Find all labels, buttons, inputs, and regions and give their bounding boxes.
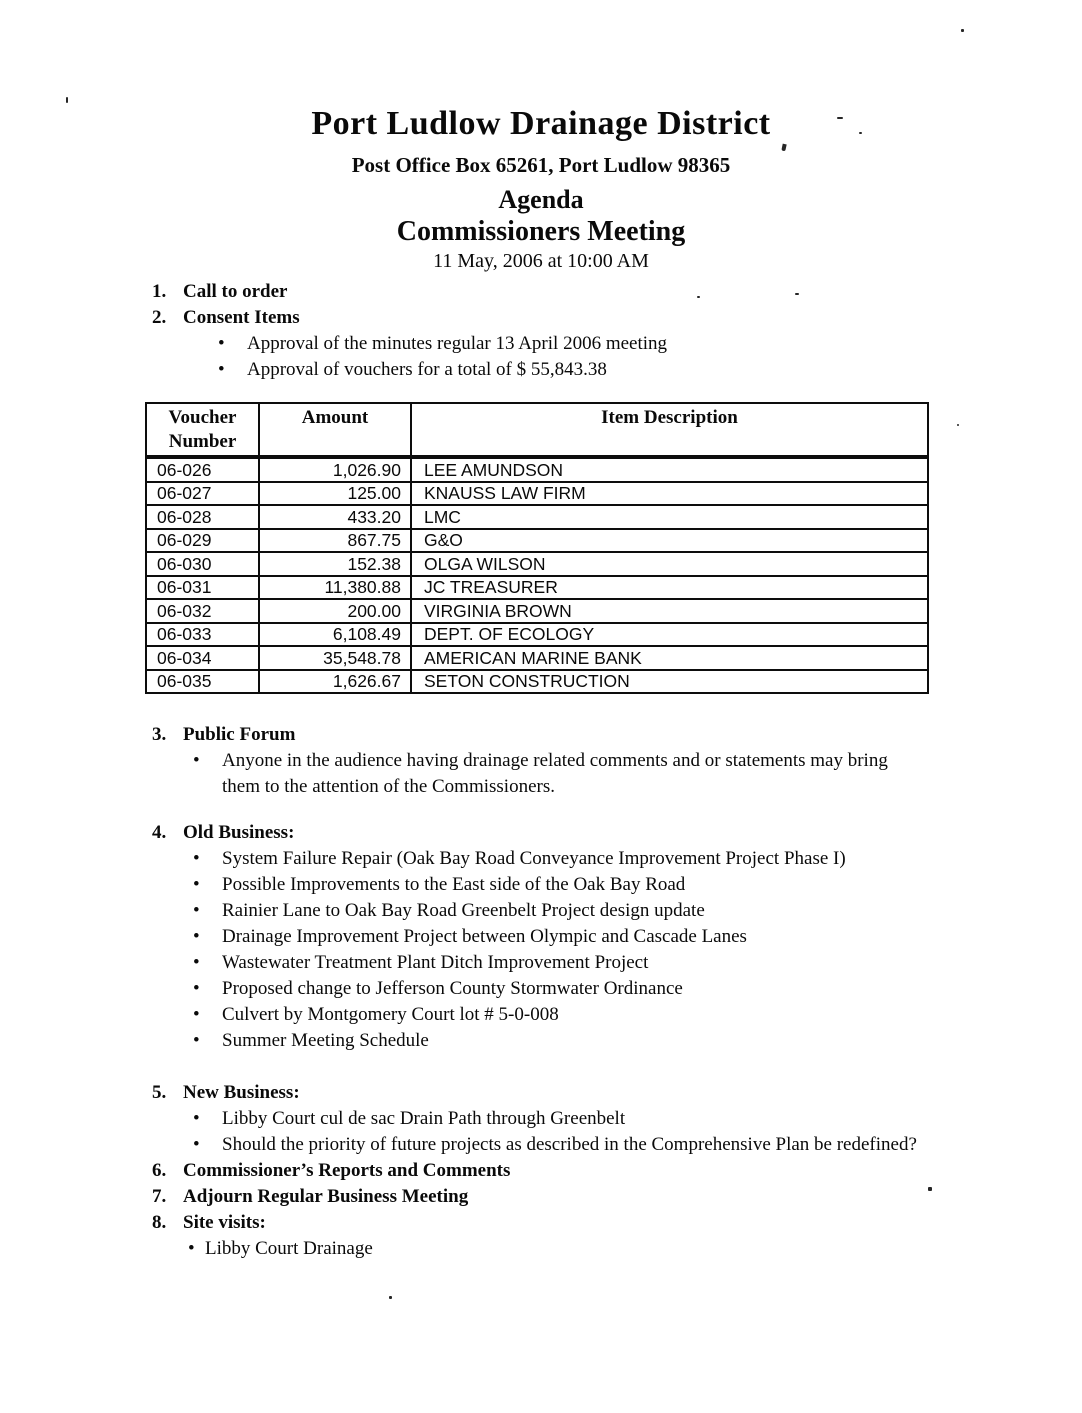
table-row <box>146 576 928 600</box>
scan-speck <box>837 117 843 119</box>
scan-speck <box>795 293 799 295</box>
voucher-number-cell: 06-033 <box>146 623 259 647</box>
amount-cell: 11,380.88 <box>259 576 411 600</box>
table-row <box>146 670 928 694</box>
list-item <box>193 898 972 924</box>
bullet-text: Possible Improvements to the East side of the Oak Bay Road <box>222 874 686 895</box>
bullet-icon: • <box>193 750 200 771</box>
amount-cell: 152.38 <box>259 552 411 576</box>
list-item <box>193 846 972 872</box>
bullet-icon: • <box>193 952 200 973</box>
list-item <box>193 1132 972 1158</box>
table-row <box>146 646 928 670</box>
amount-cell: 35,548.78 <box>259 646 411 670</box>
item-description-cell: OLGA WILSON <box>411 552 928 576</box>
table-row <box>146 623 928 647</box>
item-label: Public Forum <box>183 724 296 745</box>
item-number: 8. <box>152 1212 167 1233</box>
list-item <box>193 924 972 950</box>
item-label: New Business: <box>183 1082 300 1103</box>
col-header-voucher-number: Voucher Number <box>146 403 259 457</box>
table-row <box>146 482 928 506</box>
item-description-cell: KNAUSS LAW FIRM <box>411 482 928 506</box>
bullet-icon: • <box>193 926 200 947</box>
item-label: Call to order <box>183 281 288 302</box>
bullet-icon: • <box>188 1238 195 1259</box>
meeting-datetime: 11 May, 2006 at 10:00 AM <box>433 250 649 272</box>
item-label: Site visits: <box>183 1212 266 1233</box>
voucher-table-body <box>146 457 928 693</box>
scan-speck <box>961 29 964 32</box>
table-row <box>146 457 928 482</box>
scan-speck <box>957 424 959 426</box>
item-label: Commissioner’s Reports and Comments <box>183 1160 511 1181</box>
bullet-icon: • <box>193 900 200 921</box>
bullet-icon: • <box>193 1134 200 1155</box>
bullet-text: Drainage Improvement Project between Olympic and Cascade Lanes <box>222 926 747 947</box>
bullet-icon: • <box>193 1030 200 1051</box>
agenda-body <box>152 279 972 383</box>
bullet-text: Should the priority of future projects as described in the Comprehensive Plan be redefined? <box>222 1134 917 1155</box>
item-label: Old Business: <box>183 822 295 843</box>
amount-cell: 433.20 <box>259 505 411 529</box>
agenda-item-public-forum <box>152 722 972 748</box>
bullet-icon: • <box>218 333 225 354</box>
voucher-number-cell: 06-031 <box>146 576 259 600</box>
voucher-number-cell: 06-034 <box>146 646 259 670</box>
item-description-cell: LMC <box>411 505 928 529</box>
bullet-icon: • <box>193 848 200 869</box>
bullet-text: Anyone in the audience having drainage related comments and or statements may bring them to the attention of the Commissioners. <box>222 750 888 797</box>
col-header-item-description: Item Description <box>411 403 928 457</box>
voucher-number-cell: 06-032 <box>146 599 259 623</box>
scan-speck <box>697 296 700 298</box>
amount-cell: 1,026.90 <box>259 457 411 482</box>
list-item <box>193 1002 972 1028</box>
agenda-item-new-business <box>152 1080 972 1106</box>
item-number: 2. <box>152 307 167 328</box>
agenda-item-call-to-order <box>152 279 972 305</box>
voucher-number-cell: 06-030 <box>146 552 259 576</box>
item-description-cell: DEPT. OF ECOLOGY <box>411 623 928 647</box>
bullet-icon: • <box>218 359 225 380</box>
item-description-cell: AMERICAN MARINE BANK <box>411 646 928 670</box>
voucher-number-cell: 06-028 <box>146 505 259 529</box>
bullet-icon: • <box>193 1004 200 1025</box>
scan-speck <box>928 1187 932 1191</box>
table-row <box>146 505 928 529</box>
list-item <box>218 357 972 383</box>
bullet-text: Libby Court cul de sac Drain Path through Greenbelt <box>222 1108 626 1129</box>
item-number: 6. <box>152 1160 167 1181</box>
document-type: Agenda <box>498 185 584 214</box>
bullet-icon: • <box>193 874 200 895</box>
item-description-cell: SETON CONSTRUCTION <box>411 670 928 694</box>
col-header-amount: Amount <box>259 403 411 457</box>
item-number: 1. <box>152 281 167 302</box>
voucher-number-cell: 06-027 <box>146 482 259 506</box>
list-item <box>193 1028 972 1054</box>
item-number: 3. <box>152 724 167 745</box>
voucher-number-cell: 06-026 <box>146 457 259 482</box>
table-row <box>146 599 928 623</box>
amount-cell: 1,626.67 <box>259 670 411 694</box>
bullet-text: Wastewater Treatment Plant Ditch Improvement Project <box>222 952 649 973</box>
agenda-item-consent-items <box>152 305 972 331</box>
item-label: Consent Items <box>183 307 300 328</box>
table-header-row <box>146 403 928 457</box>
voucher-table <box>145 402 929 694</box>
meeting-name: Commissioners Meeting <box>396 216 686 247</box>
page-title: Port Ludlow Drainage District <box>311 105 771 142</box>
scan-speck <box>66 97 68 103</box>
bullet-text: Rainier Lane to Oak Bay Road Greenbelt Project design update <box>222 900 705 921</box>
item-label: Adjourn Regular Business Meeting <box>183 1186 469 1207</box>
item-description-cell: JC TREASURER <box>411 576 928 600</box>
item-number: 7. <box>152 1186 167 1207</box>
item-number: 4. <box>152 822 167 843</box>
bullet-text: Culvert by Montgomery Court lot # 5-0-008 <box>222 1004 559 1025</box>
amount-cell: 6,108.49 <box>259 623 411 647</box>
bullet-text: Approval of the minutes regular 13 April 2006 meeting <box>247 333 668 354</box>
table-row <box>146 552 928 576</box>
agenda-item-adjourn <box>152 1184 972 1210</box>
agenda-item-old-business <box>152 820 972 846</box>
table-row <box>146 529 928 553</box>
list-item <box>193 748 972 800</box>
bullet-icon: • <box>193 1108 200 1129</box>
voucher-number-cell: 06-035 <box>146 670 259 694</box>
agenda-item-site-visits <box>152 1210 972 1236</box>
list-item <box>193 976 972 1002</box>
bullet-icon: • <box>193 978 200 999</box>
district-address: Post Office Box 65261, Port Ludlow 98365 <box>351 153 731 177</box>
scan-speck <box>389 1296 392 1299</box>
amount-cell: 867.75 <box>259 529 411 553</box>
list-item <box>188 1236 972 1262</box>
agenda-item-commissioners-reports <box>152 1158 972 1184</box>
amount-cell: 125.00 <box>259 482 411 506</box>
bullet-text: Summer Meeting Schedule <box>222 1030 429 1051</box>
item-description-cell: VIRGINIA BROWN <box>411 599 928 623</box>
agenda-body-lower <box>152 722 972 1262</box>
list-item <box>193 950 972 976</box>
item-description-cell: G&O <box>411 529 928 553</box>
item-number: 5. <box>152 1082 167 1103</box>
bullet-text: System Failure Repair (Oak Bay Road Conveyance Improvement Project Phase I) <box>222 848 846 869</box>
bullet-text: Proposed change to Jefferson County Stormwater Ordinance <box>222 978 683 999</box>
voucher-number-cell: 06-029 <box>146 529 259 553</box>
document-header <box>0 0 1082 273</box>
list-item <box>218 331 972 357</box>
bullet-text: Libby Court Drainage <box>205 1238 373 1259</box>
list-item <box>193 872 972 898</box>
amount-cell: 200.00 <box>259 599 411 623</box>
list-item <box>193 1106 972 1132</box>
bullet-text: Approval of vouchers for a total of $ 55,843.38 <box>247 359 607 380</box>
scan-speck <box>859 132 862 134</box>
item-description-cell: LEE AMUNDSON <box>411 457 928 482</box>
